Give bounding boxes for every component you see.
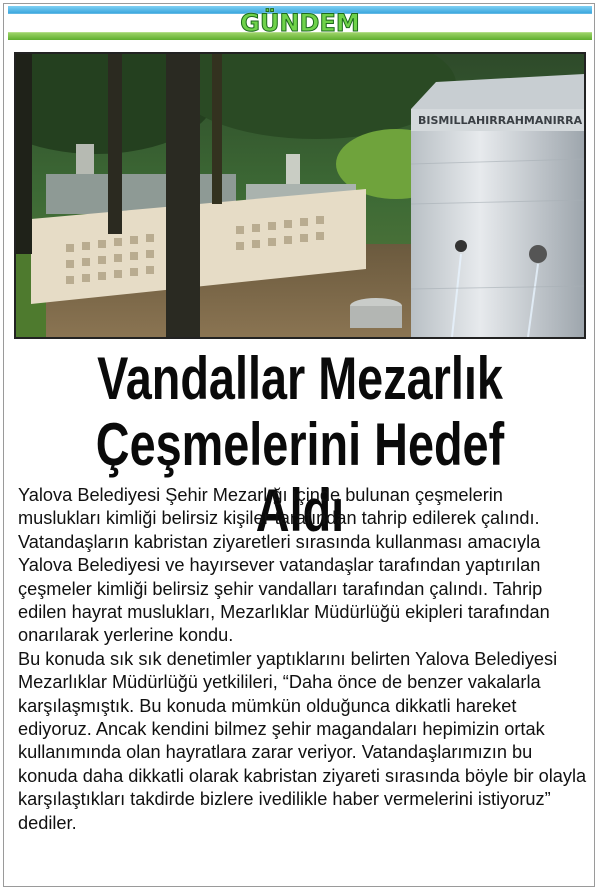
article-body [18, 484, 590, 835]
cemetery-fountain-image [16, 54, 584, 337]
section-title: GÜNDEM [240, 9, 360, 37]
article-paragraph: Yalova Belediyesi Şehir Mezarlığı içinde bulunan çeşmelerin muslukları kimliği belirsiz kişiler tarafından tahrip edilerek çalındı. [18, 485, 540, 529]
article-photo [14, 52, 586, 339]
article-paragraph: Bu konuda sık sık denetimler yaptıklarını belirten Yalova Belediyesi Mezarlıklar Müdürlüğü yetkilileri, “Daha önce de benzer vakalarla karşılaşmıştık. Bu konuda mümkün olduğunca dikkatli hareket ediyoruz. Ancak kendini bilmez şehir magandaları hepimizin ortak kullanımında olan hayratlara zarar veriyor. Vatandaşlarımızın bu konuda daha dikkatli olarak kabristan ziyareti sırasında böyle bir olayla karşılaştıkları takdirde bizlere ivedilikle haber vermelerini istiyoruz” dediler. [18, 648, 587, 833]
headline-line-2: Çeşmelerini Hedef Aldı [95, 411, 505, 544]
section-banner [8, 6, 592, 40]
headline-line-1: Vandallar Mezarlık [97, 345, 503, 412]
article-paragraph: Vatandaşların kabristan ziyaretleri sırasında kullanması amacıyla Yalova Belediyesi ve hayırsever vatandaşlar tarafından yaptırılan çeşmeler kimliği belirsiz şehir vandalları tarafından çalındı. Tahrip edilen hayrat muslukları, Mezarlıklar Müdürlüğü ekipleri tarafından onarılarak yerlerine kondu. [18, 531, 550, 646]
fountain-inscription: BISMILLAHIRRAHMANIRRA [418, 114, 583, 127]
